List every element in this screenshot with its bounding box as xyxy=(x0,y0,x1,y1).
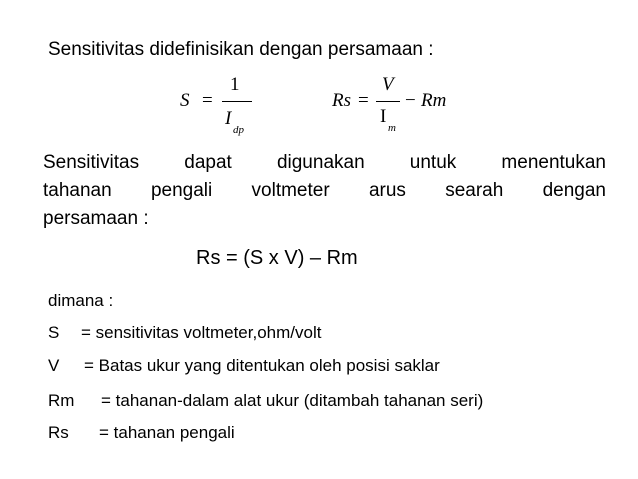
definition-text: = tahanan pengali xyxy=(99,423,235,442)
definition-text: = sensitivitas voltmeter,ohm/volt xyxy=(81,323,322,342)
formula-s-denominator-sub: dp xyxy=(233,124,244,136)
formula-rs-denominator-sub: m xyxy=(388,122,396,134)
formula-rs-numerator: V xyxy=(382,74,394,95)
formula-s-numerator: 1 xyxy=(230,74,240,95)
formula-s-lhs: S xyxy=(180,90,190,111)
paragraph-line-3: persamaan : xyxy=(43,208,149,229)
formula-s-equals: = xyxy=(202,90,213,111)
paragraph-line-1: Sensitivitas dapat digunakan untuk menentukan xyxy=(43,152,606,173)
formula-rs-lhs: Rs xyxy=(332,90,351,111)
formula-s-fraction-bar xyxy=(222,101,252,102)
definitions-header: dimana : xyxy=(48,291,114,310)
paragraph-line-2: tahanan pengali voltmeter arus searah dengan xyxy=(43,180,606,201)
definition-symbol: S xyxy=(48,323,60,342)
main-equation: Rs = (S x V) – Rm xyxy=(196,247,358,269)
formula-rs-rhs: Rm xyxy=(421,90,447,111)
intro-text: Sensitivitas didefinisikan dengan persamaan : xyxy=(48,39,434,60)
definition-text: = tahanan-dalam alat ukur (ditambah tahanan seri) xyxy=(101,391,484,410)
formula-rs-fraction-bar xyxy=(376,101,400,102)
paragraph xyxy=(43,149,606,233)
definition-symbol: Rm xyxy=(48,391,75,410)
formula-rs-minus: − xyxy=(405,90,416,111)
definition-text: = Batas ukur yang ditentukan oleh posisi saklar xyxy=(84,356,440,375)
formula-rs-equals: = xyxy=(358,90,369,111)
formula-s-denominator: I xyxy=(225,108,232,129)
definition-symbol: V xyxy=(48,356,60,375)
definition-symbol: Rs xyxy=(48,423,69,442)
formula-rs-denominator: I xyxy=(380,106,387,127)
